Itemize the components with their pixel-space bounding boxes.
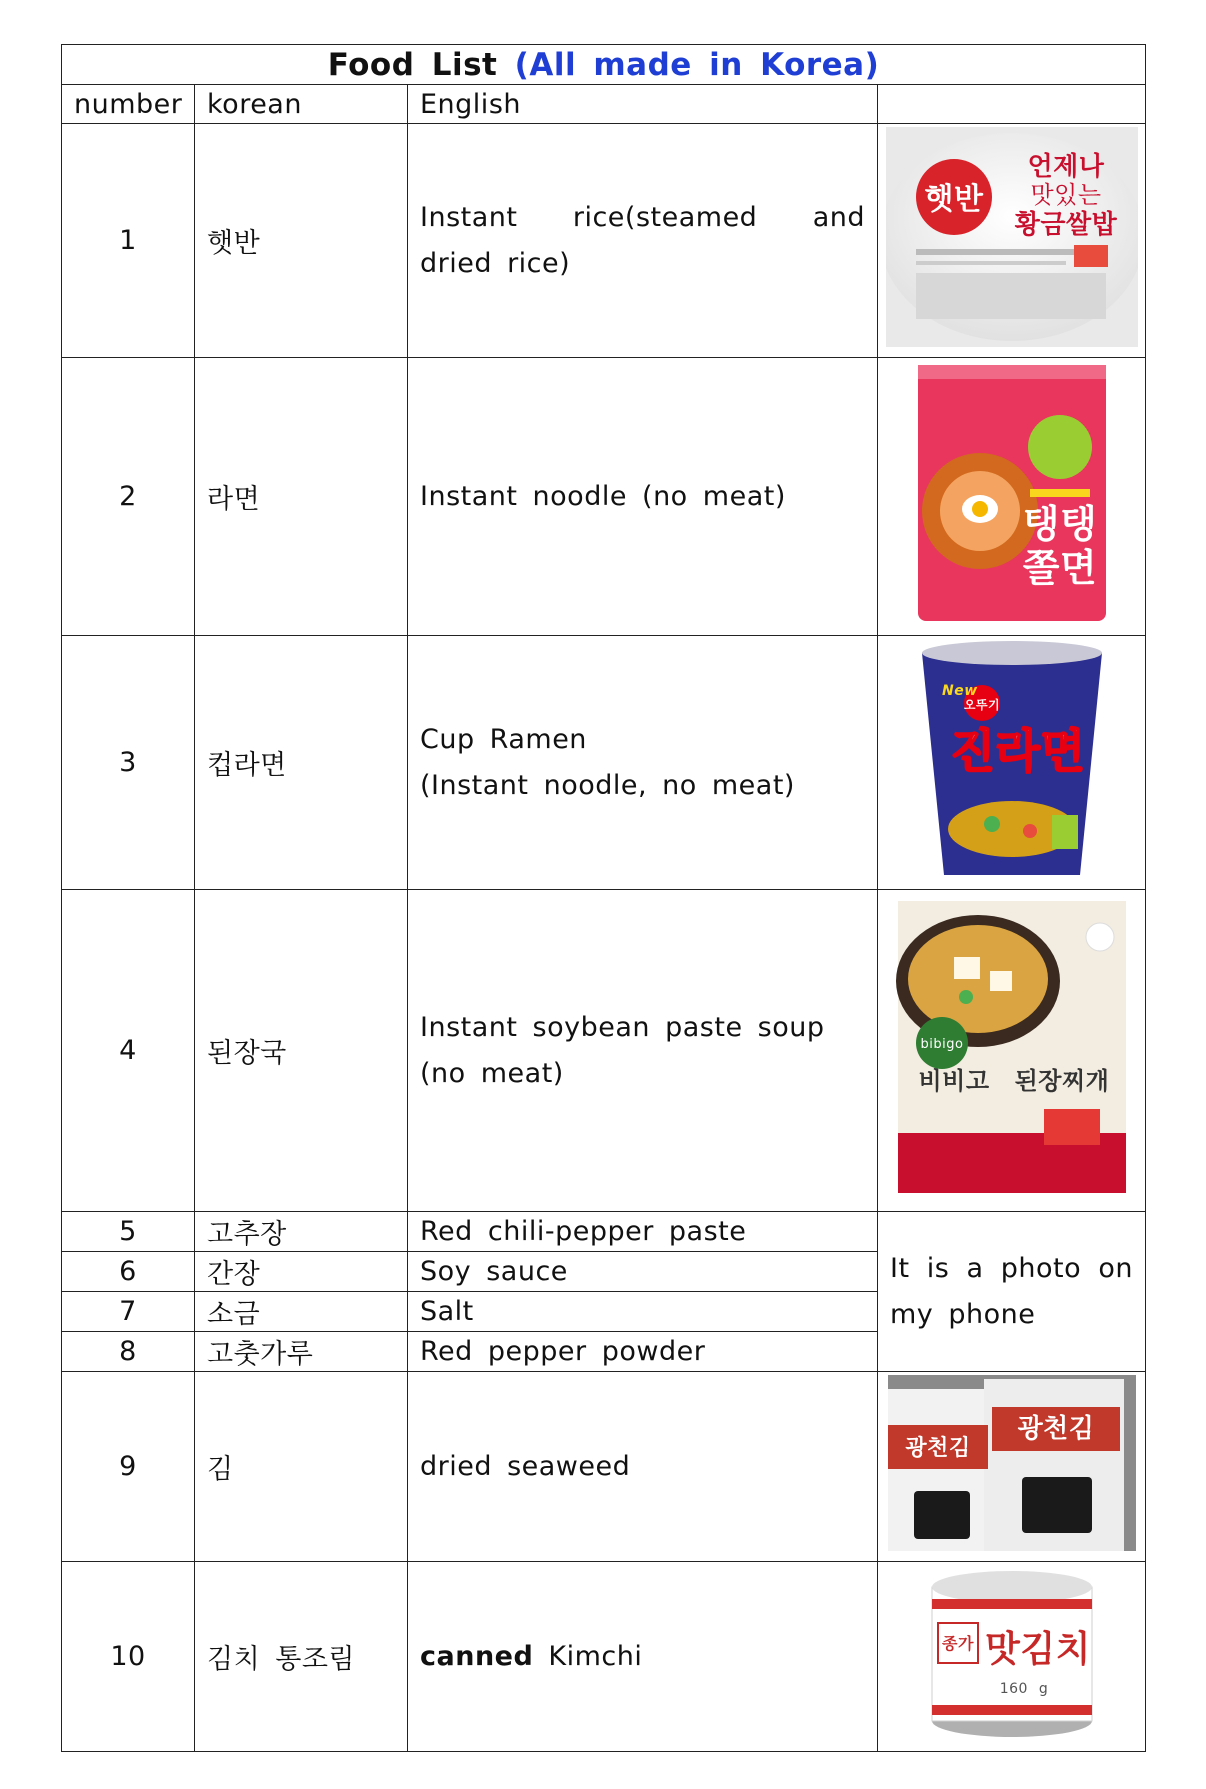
table-title (62, 45, 1146, 85)
table-row (62, 890, 1146, 1212)
photo-cell (878, 1372, 1146, 1562)
row-number: 2 (62, 358, 195, 636)
food-list-table (61, 44, 1146, 1752)
row-korean: 고추장 (195, 1212, 408, 1252)
svg-text:New: New (941, 683, 978, 699)
row-number: 1 (62, 124, 195, 358)
row-korean: 라면 (195, 358, 408, 636)
svg-text:160 g: 160 g (999, 1681, 1048, 1697)
row-english (408, 1562, 878, 1752)
svg-text:황금쌀밥: 황금쌀밥 (1014, 210, 1117, 240)
photo-cell (878, 890, 1146, 1212)
row-korean: 컵라면 (195, 636, 408, 890)
photo-cell (878, 358, 1146, 636)
soybean-soup-image (894, 897, 1130, 1197)
header-number: number (62, 85, 195, 124)
row-number: 5 (62, 1212, 195, 1252)
svg-text:bibigo: bibigo (920, 1037, 963, 1052)
row-number: 7 (62, 1292, 195, 1332)
table-row (62, 636, 1146, 890)
row-korean: 김치 통조림 (195, 1562, 408, 1752)
svg-text:종가: 종가 (941, 1634, 974, 1653)
english-rest: Kimchi (548, 1641, 643, 1672)
english-line: (no meat) (420, 1057, 564, 1089)
ramen-package-image (912, 361, 1112, 625)
english-line: Cup Ramen (420, 723, 587, 755)
svg-text:광천김: 광천김 (1017, 1414, 1094, 1444)
cup-ramen-image (912, 639, 1112, 879)
row-korean: 간장 (195, 1252, 408, 1292)
photo-cell (878, 124, 1146, 358)
row-number: 10 (62, 1562, 195, 1752)
english-line: (Instant noodle, no meat) (420, 769, 795, 801)
svg-text:비비고: 비비고 (917, 1067, 990, 1095)
table-row (62, 1212, 1146, 1252)
svg-text:된장찌개: 된장찌개 (1014, 1067, 1109, 1095)
header-photo (878, 85, 1146, 124)
english-line: Instant soybean paste soup (420, 1011, 825, 1043)
table-row (62, 1372, 1146, 1562)
seaweed-image (888, 1375, 1136, 1551)
svg-text:진라면: 진라면 (950, 724, 1085, 778)
photo-cell (878, 636, 1146, 890)
canned-kimchi-image (912, 1565, 1112, 1741)
svg-text:오뚜기: 오뚜기 (963, 698, 1000, 712)
photo-cell (878, 1562, 1146, 1752)
row-korean: 햇반 (195, 124, 408, 358)
row-english: Salt (408, 1292, 878, 1332)
row-number: 9 (62, 1372, 195, 1562)
row-korean: 소금 (195, 1292, 408, 1332)
svg-text:쫄면: 쫄면 (1022, 546, 1097, 590)
row-number: 4 (62, 890, 195, 1212)
english-bold: canned (420, 1641, 534, 1672)
row-korean: 된장국 (195, 890, 408, 1212)
table-row (62, 124, 1146, 358)
header-korean: korean (195, 85, 408, 124)
row-korean: 고춧가루 (195, 1332, 408, 1372)
row-number: 3 (62, 636, 195, 890)
svg-text:맛김치: 맛김치 (984, 1629, 1091, 1670)
table-row (62, 358, 1146, 636)
row-number: 8 (62, 1332, 195, 1372)
title-row (62, 45, 1146, 85)
row-english: Instant noodle (no meat) (408, 358, 878, 636)
row-english: Red pepper powder (408, 1332, 878, 1372)
row-korean: 김 (195, 1372, 408, 1562)
title-main: Food List (327, 46, 498, 83)
row-english: Red chili-pepper paste (408, 1212, 878, 1252)
row-english: Instant rice(steamed and dried rice) (408, 124, 878, 358)
svg-text:언제나: 언제나 (1027, 152, 1104, 182)
row-english: dried seaweed (408, 1372, 878, 1562)
photo-note: It is a photo on my phone (878, 1212, 1146, 1372)
header-row (62, 85, 1146, 124)
table-row (62, 1562, 1146, 1752)
svg-text:맛있는: 맛있는 (1029, 181, 1102, 209)
svg-text:광천김: 광천김 (904, 1436, 971, 1461)
row-english: Soy sauce (408, 1252, 878, 1292)
row-english (408, 636, 878, 890)
svg-text:탱탱: 탱탱 (1022, 502, 1097, 546)
instant-rice-image (886, 127, 1138, 347)
row-number: 6 (62, 1252, 195, 1292)
title-highlight: (All made in Korea) (514, 46, 880, 83)
svg-text:햇반: 햇반 (924, 182, 983, 217)
header-english: English (408, 85, 878, 124)
row-english (408, 890, 878, 1212)
